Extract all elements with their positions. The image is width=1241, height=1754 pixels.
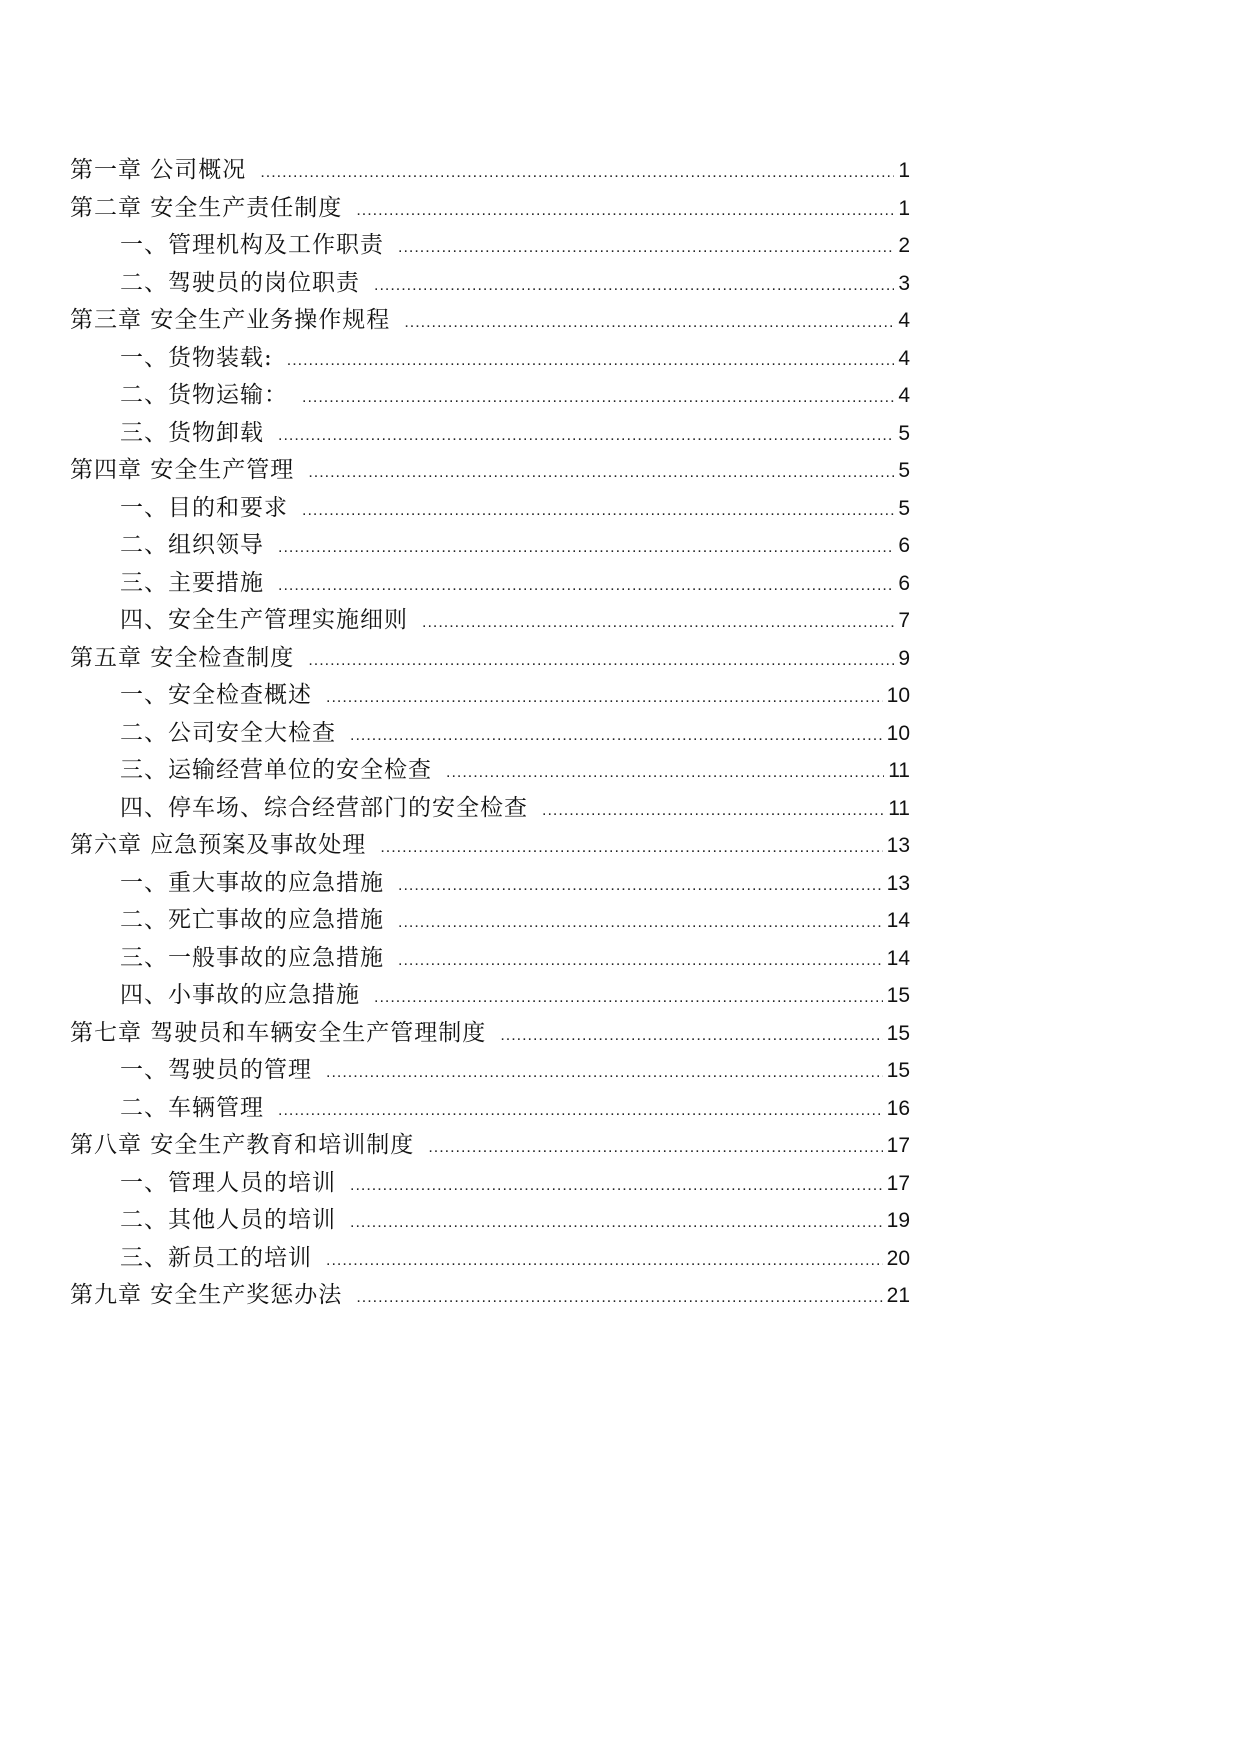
toc-entry-title: 二、其他人员的培训: [120, 1207, 336, 1233]
toc-entry-title: 一、目的和要求: [120, 494, 288, 521]
toc-page-number: 7: [898, 609, 910, 632]
toc-page-number: 20: [886, 1246, 910, 1270]
toc-entry-title: 二、货物运输：: [120, 382, 288, 408]
toc-row[interactable]: [70, 677, 910, 715]
toc-page-number: 17: [886, 1134, 910, 1157]
toc-entry-title: 第五章 安全检查制度: [70, 644, 295, 671]
dot-leader: [374, 979, 883, 1015]
dot-leader: [500, 1017, 882, 1053]
toc-page-number: 5: [898, 459, 910, 482]
toc-entry-title: 三、主要措施: [120, 569, 264, 596]
toc-entry-title: 二、组织领导: [120, 532, 264, 558]
toc-page-number: 5: [898, 421, 910, 445]
toc-page-number: 14: [886, 946, 910, 970]
toc-entry-title: 第七章 驾驶员和车辆安全生产管理制度: [70, 1019, 487, 1046]
dot-leader: [350, 1167, 883, 1203]
dot-leader: [278, 529, 894, 565]
toc-row[interactable]: [70, 452, 910, 490]
dot-leader: [380, 829, 882, 865]
toc-row[interactable]: [70, 227, 910, 265]
toc-page-number: 5: [898, 496, 910, 520]
toc-page-number: 10: [886, 721, 910, 745]
toc-row[interactable]: [70, 565, 910, 603]
toc-row[interactable]: [70, 902, 910, 940]
dot-leader: [308, 642, 894, 678]
toc-row[interactable]: [70, 1052, 910, 1090]
dot-leader: [446, 754, 884, 790]
dot-leader: [356, 1279, 882, 1315]
toc-row[interactable]: [70, 340, 910, 378]
toc-page-number: 15: [886, 984, 910, 1007]
toc-page-number: 14: [886, 909, 910, 932]
toc-entry-title: 二、公司安全大检查: [120, 719, 336, 746]
toc-page-number: 21: [886, 1284, 910, 1307]
toc-page-number: 17: [886, 1171, 910, 1195]
toc-entry-title: 一、货物装载:: [120, 344, 273, 371]
toc-page-number: 6: [898, 534, 910, 557]
toc-entry-title: 四、安全生产管理实施细则: [120, 607, 408, 633]
table-of-contents: [70, 152, 910, 1315]
toc-row[interactable]: [70, 190, 910, 228]
toc-row[interactable]: [70, 827, 910, 865]
dot-leader: [542, 792, 884, 828]
toc-page-number: 3: [898, 271, 910, 295]
toc-page-number: 19: [886, 1209, 910, 1232]
toc-entry-title: 二、驾驶员的岗位职责: [120, 269, 360, 296]
toc-page-number: 9: [898, 646, 910, 670]
dot-leader: [326, 1054, 883, 1090]
toc-page-number: 11: [888, 796, 910, 820]
toc-page-number: 4: [898, 309, 910, 332]
toc-row[interactable]: [70, 1240, 910, 1278]
dot-leader: [308, 454, 894, 490]
toc-page-number: 15: [886, 1021, 910, 1045]
toc-entry-title: 二、车辆管理: [120, 1094, 264, 1121]
dot-leader: [398, 867, 883, 903]
toc-page-number: 13: [886, 871, 910, 895]
dot-leader: [398, 942, 883, 978]
toc-row[interactable]: [70, 527, 910, 565]
toc-row[interactable]: [70, 1165, 910, 1203]
dot-leader: [287, 342, 895, 378]
dot-leader: [278, 567, 894, 603]
toc-page-number: 1: [898, 159, 910, 182]
dot-leader: [278, 417, 894, 453]
toc-page-number: 4: [898, 346, 910, 370]
toc-row[interactable]: [70, 265, 910, 303]
toc-row[interactable]: [70, 1277, 910, 1315]
toc-row[interactable]: [70, 302, 910, 340]
toc-page-number: 11: [888, 759, 910, 782]
toc-entry-title: 第四章 安全生产管理: [70, 457, 295, 483]
toc-entry-title: 四、小事故的应急措施: [120, 982, 360, 1008]
dot-leader: [302, 379, 894, 415]
toc-row[interactable]: [70, 715, 910, 753]
toc-row[interactable]: [70, 1015, 910, 1053]
toc-row[interactable]: [70, 865, 910, 903]
dot-leader: [356, 192, 894, 228]
dot-leader: [398, 229, 894, 265]
toc-page-number: 15: [886, 1059, 910, 1082]
dot-leader: [278, 1092, 883, 1128]
toc-entry-title: 第二章 安全生产责任制度: [70, 194, 343, 221]
toc-page-number: 2: [898, 234, 910, 257]
toc-entry-title: 三、货物卸载: [120, 419, 264, 446]
dot-leader: [302, 492, 894, 528]
toc-page-number: 10: [886, 684, 910, 707]
toc-entry-title: 第九章 安全生产奖惩办法: [70, 1282, 343, 1308]
toc-row[interactable]: [70, 640, 910, 678]
dot-leader: [326, 679, 883, 715]
dot-leader: [350, 1204, 883, 1240]
toc-entry-title: 第八章 安全生产教育和培训制度: [70, 1132, 415, 1158]
toc-entry-title: 第一章 公司概况: [70, 157, 247, 183]
toc-entry-title: 第三章 安全生产业务操作规程: [70, 307, 391, 333]
dot-leader: [260, 154, 894, 190]
toc-row[interactable]: [70, 790, 910, 828]
toc-row[interactable]: [70, 977, 910, 1015]
dot-leader: [326, 1242, 883, 1278]
dot-leader: [428, 1129, 882, 1165]
toc-row[interactable]: [70, 490, 910, 528]
toc-row[interactable]: [70, 1202, 910, 1240]
toc-row[interactable]: [70, 1090, 910, 1128]
toc-entry-title: 一、驾驶员的管理: [120, 1057, 312, 1083]
toc-page-number: 13: [886, 834, 910, 857]
dot-leader: [350, 717, 883, 753]
toc-row[interactable]: [70, 940, 910, 978]
toc-row[interactable]: [70, 152, 910, 190]
toc-page-number: 4: [898, 384, 910, 407]
toc-row[interactable]: [70, 377, 910, 415]
toc-page-number: 16: [886, 1096, 910, 1120]
dot-leader: [398, 904, 883, 940]
toc-page-number: 6: [898, 571, 910, 595]
toc-entry-title: 一、管理机构及工作职责: [120, 232, 384, 258]
dot-leader: [374, 267, 894, 303]
toc-row[interactable]: [70, 602, 910, 640]
toc-entry-title: 三、运输经营单位的安全检查: [120, 757, 432, 783]
toc-entry-title: 三、新员工的培训: [120, 1244, 312, 1271]
toc-entry-title: 四、停车场、综合经营部门的安全检查: [120, 794, 528, 821]
toc-page-number: 1: [898, 196, 910, 220]
toc-entry-title: 一、安全检查概述: [120, 682, 312, 708]
toc-entry-title: 一、管理人员的培训: [120, 1169, 336, 1196]
toc-entry-title: 第六章 应急预案及事故处理: [70, 832, 367, 858]
dot-leader: [404, 304, 894, 340]
toc-row[interactable]: [70, 415, 910, 453]
toc-row[interactable]: [70, 752, 910, 790]
dot-leader: [422, 604, 894, 640]
toc-row[interactable]: [70, 1127, 910, 1165]
toc-entry-title: 三、一般事故的应急措施: [120, 944, 384, 971]
toc-entry-title: 一、重大事故的应急措施: [120, 869, 384, 896]
toc-entry-title: 二、死亡事故的应急措施: [120, 907, 384, 933]
